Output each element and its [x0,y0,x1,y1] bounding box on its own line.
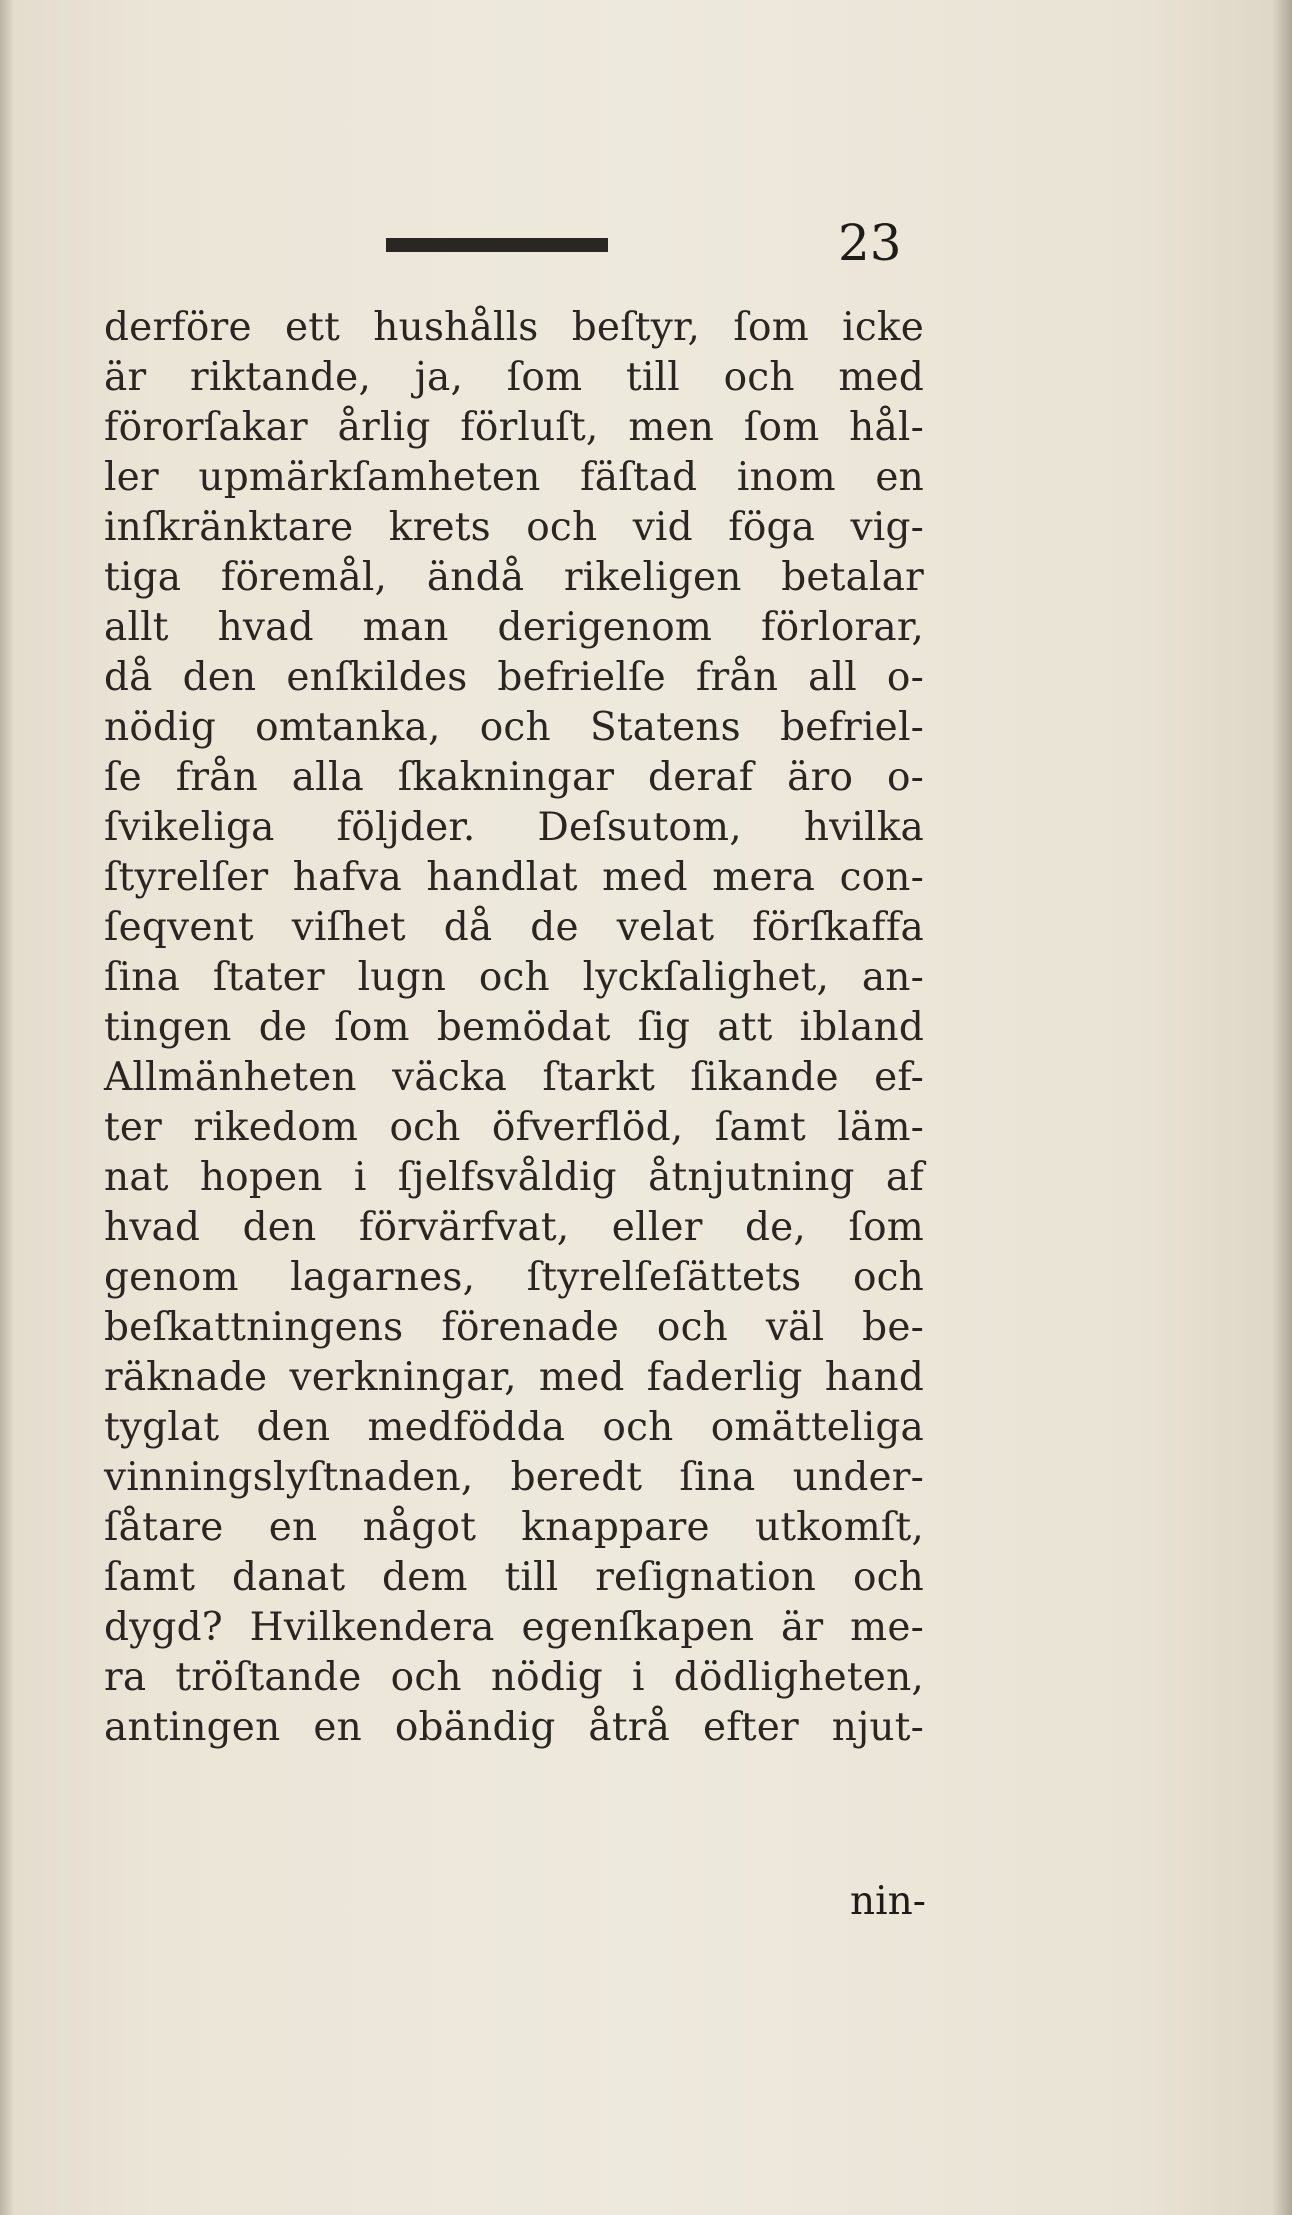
text-line: ſåtare en något knappare utkomſt, [104,1505,924,1550]
header-rule [386,238,608,252]
text-line: räknade verkningar, med faderlig hand [104,1355,924,1400]
text-line: ter rikedom och öfverflöd, ſamt läm- [104,1105,924,1150]
text-line: antingen en obändig åtrå efter njut- [104,1705,924,1750]
text-line: ſamt danat dem till reſignation och [104,1555,924,1600]
text-line: inſkränktare krets och vid föga vig- [104,505,924,550]
text-line: ſina ſtater lugn och lyckſalighet, an- [104,955,924,1000]
text-line: ſvikeliga följder. Deſsutom, hvilka [104,805,924,850]
page-number: 23 [838,214,902,272]
text-line: ler upmärkſamheten fäſtad inom en [104,455,924,500]
text-line: ſeqvent viſhet då de velat förſkaffa [104,905,924,950]
text-line: genom lagarnes, ſtyrelſeſättets och [104,1255,924,1300]
text-line: vinningslyſtnaden, beredt ſina under- [104,1455,924,1500]
page-shadow-right [1272,0,1292,2215]
text-line: Allmänheten väcka ſtarkt ſikande ef- [104,1055,924,1100]
text-line: är riktande, ja, ſom till och med [104,355,924,400]
text-line: dygd? Hvilkendera egenſkapen är me- [104,1605,924,1650]
body-text [104,303,924,1753]
text-line: hvad den förvärfvat, eller de, ſom [104,1205,924,1250]
text-line: ra tröſtande och nödig i dödligheten, [104,1655,924,1700]
text-line: tiga föremål, ändå rikeligen betalar [104,555,924,600]
text-line: förorſakar årlig förluſt, men ſom hål- [104,405,924,450]
page-shadow-left [0,0,14,2215]
text-line: nödig omtanka, och Statens befriel- [104,705,924,750]
text-line: ſe från alla ſkakningar deraf äro o- [104,755,924,800]
text-line: då den enſkildes befrielſe från all o- [104,655,924,700]
text-line: tyglat den medfödda och omätteliga [104,1405,924,1450]
text-line: beſkattningens förenade och väl be- [104,1305,924,1350]
text-line: derföre ett hushålls beſtyr, ſom icke [104,305,924,350]
text-line: tingen de ſom bemödat ſig att ibland [104,1005,924,1050]
catchword: nin- [850,1879,926,1924]
text-line: allt hvad man derigenom förlorar, [104,605,924,650]
text-line: ſtyrelſer hafva handlat med mera con- [104,855,924,900]
text-line: nat hopen i ſjelfsvåldig åtnjutning af [104,1155,924,1200]
